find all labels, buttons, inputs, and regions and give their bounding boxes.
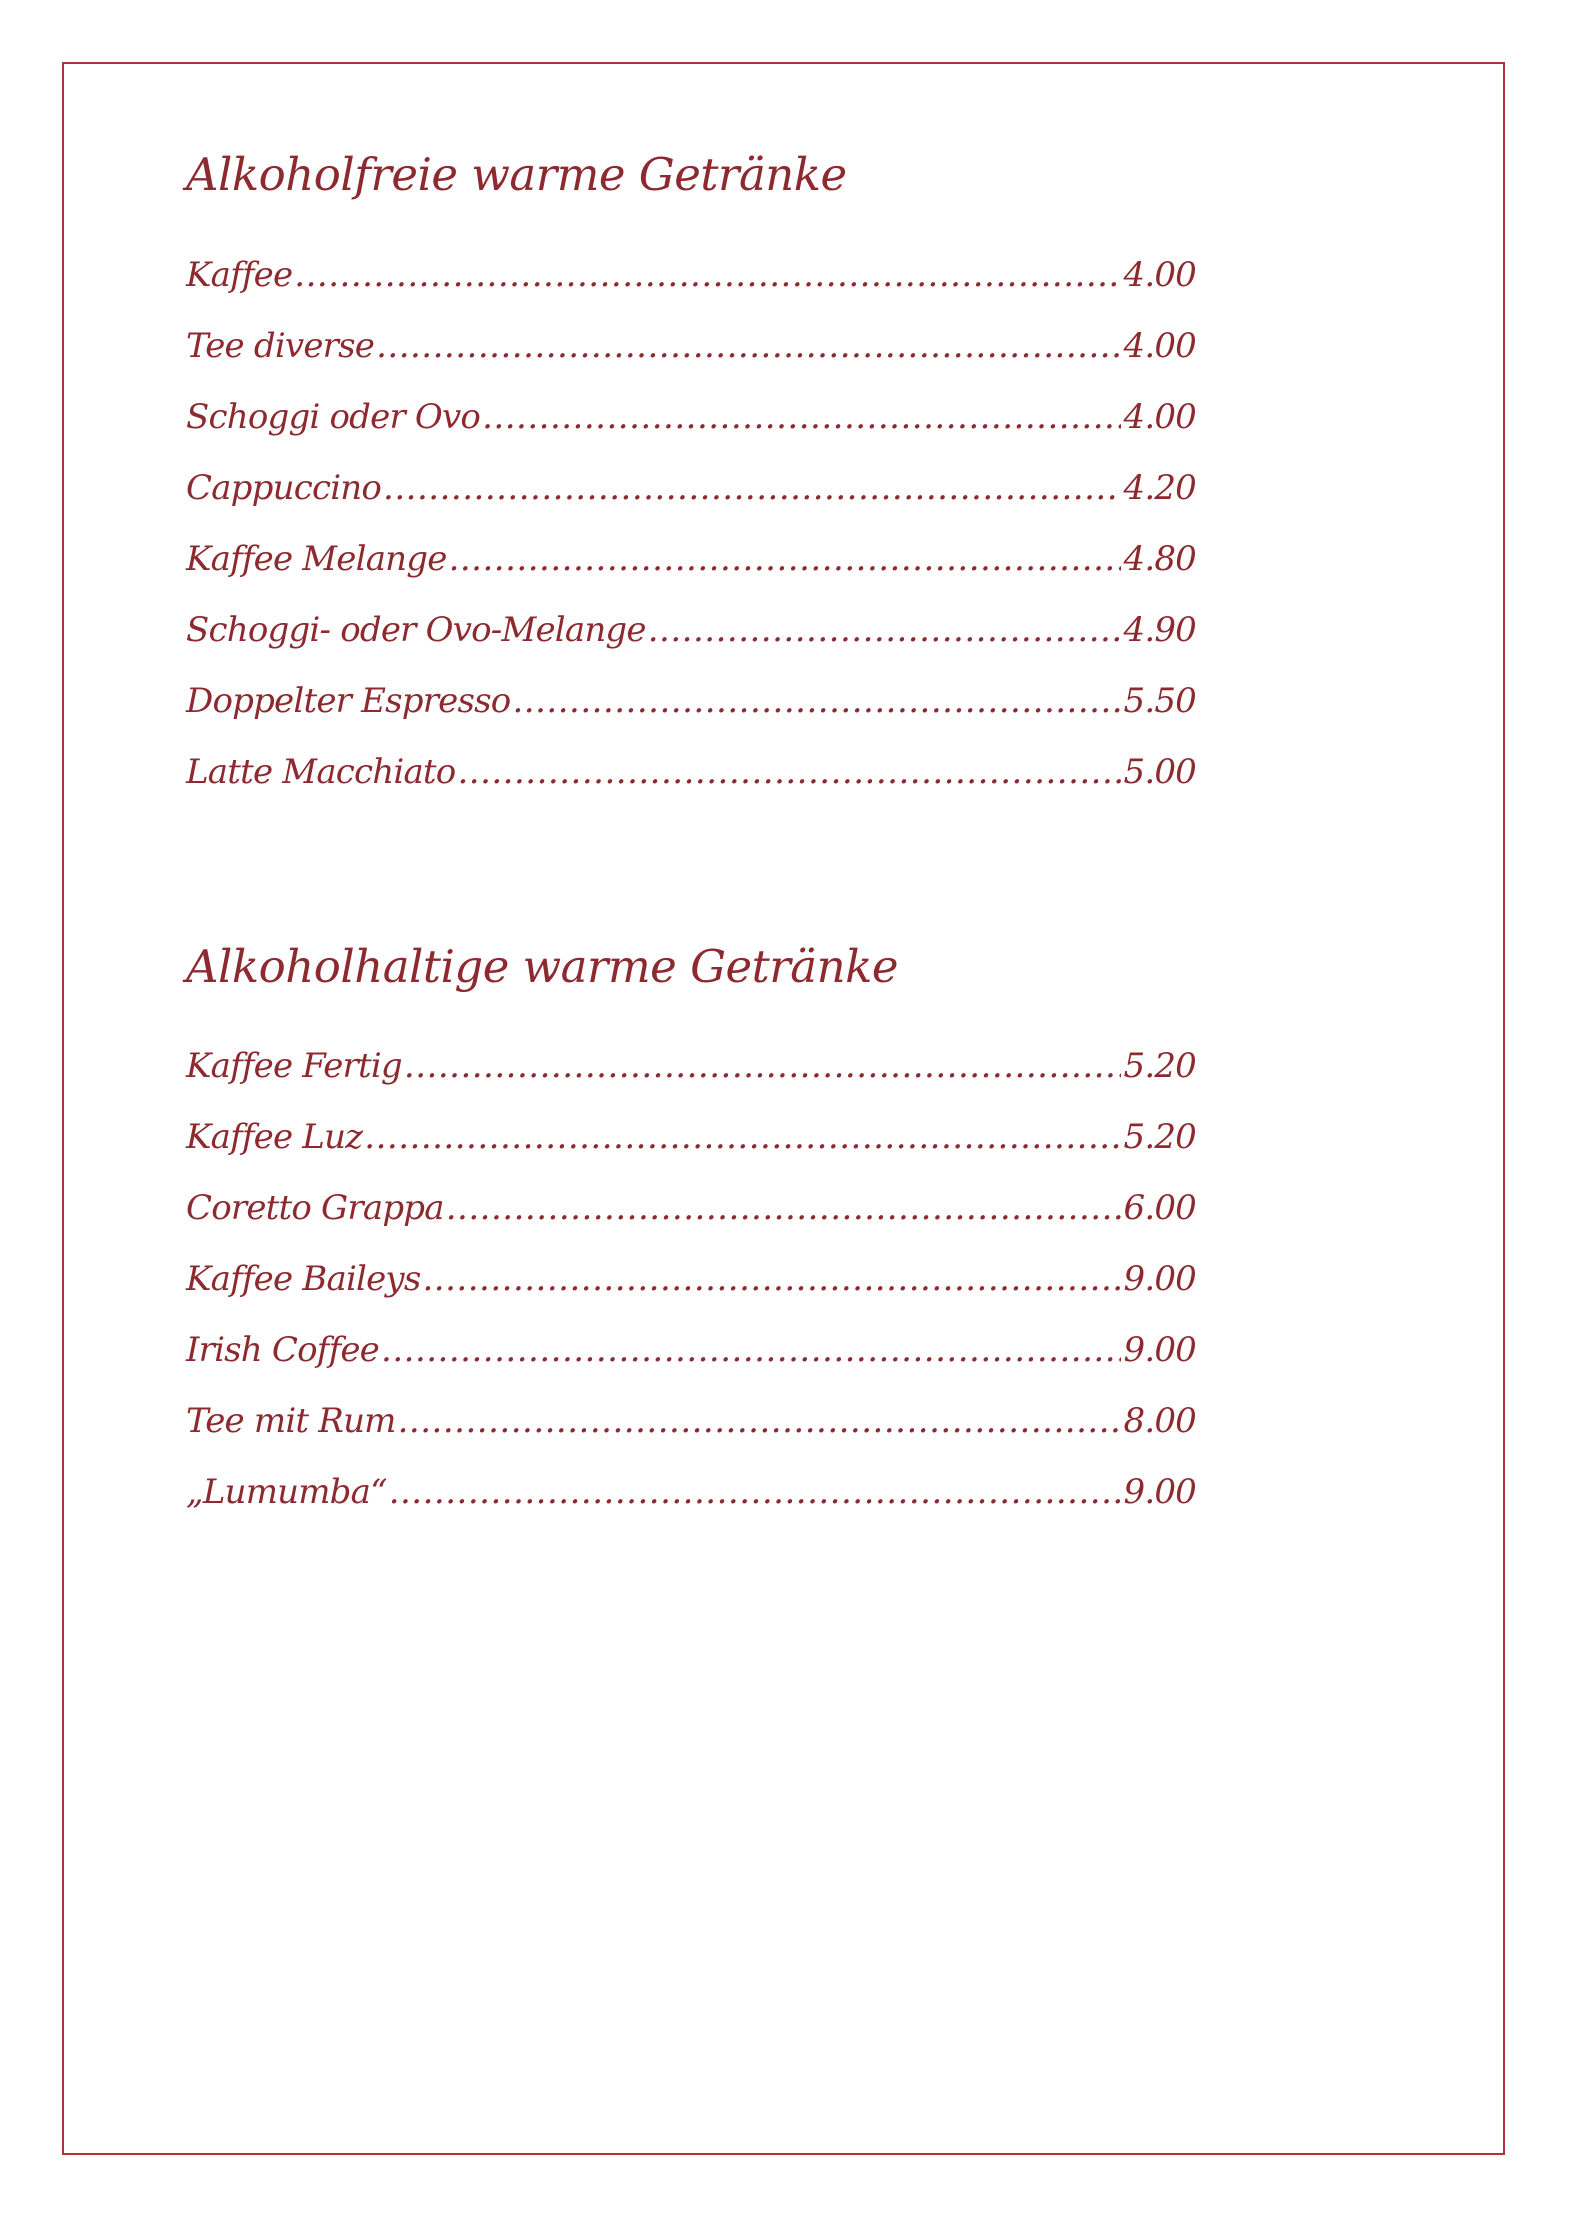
menu-item-price: 4.80 (1123, 539, 1196, 579)
menu-item-price: 9.00 (1123, 1472, 1196, 1512)
menu-item-price: 5.50 (1123, 681, 1196, 721)
menu-item (186, 392, 1196, 442)
menu-item-name: „Lumumba“ (186, 1472, 387, 1512)
dot-leader (364, 1112, 1121, 1162)
dot-leader (512, 676, 1121, 726)
menu-item-name: Tee diverse (186, 326, 375, 366)
menu-item-name: Kaffee Fertig (186, 1046, 402, 1086)
section-title-non-alcoholic: Alkoholfreie warme Getränke (186, 148, 847, 201)
menu-item-price: 9.00 (1123, 1259, 1196, 1299)
menu-item (186, 1467, 1196, 1517)
dot-leader (648, 605, 1122, 655)
menu-item-price: 4.00 (1123, 255, 1196, 295)
menu-item-name: Doppelter Espresso (186, 681, 511, 721)
menu-item-name: Kaffee Baileys (186, 1259, 421, 1299)
menu-item-price: 5.00 (1123, 752, 1196, 792)
dot-leader (376, 321, 1121, 371)
menu-item (186, 321, 1196, 371)
dot-leader (398, 1396, 1122, 1446)
menu-item-name: Coretto Grappa (186, 1188, 444, 1228)
menu-item-name: Schoggi- oder Ovo-Melange (186, 610, 646, 650)
menu-item-name: Kaffee Luz (186, 1117, 363, 1157)
page-border (62, 62, 1505, 2155)
menu-item-name: Schoggi oder Ovo (186, 397, 481, 437)
menu-item-name: Tee mit Rum (186, 1401, 396, 1441)
menu-item (186, 1041, 1196, 1091)
menu-item (186, 250, 1196, 300)
menu-item-price: 6.00 (1123, 1188, 1196, 1228)
menu-item (186, 676, 1196, 726)
menu-item-price: 5.20 (1123, 1117, 1196, 1157)
dot-leader (389, 1467, 1122, 1517)
section-title-alcoholic: Alkoholhaltige warme Getränke (186, 940, 898, 993)
dot-leader (381, 1325, 1121, 1375)
menu-item (186, 463, 1196, 513)
menu-item (186, 534, 1196, 584)
menu-item (186, 1325, 1196, 1375)
dot-leader (457, 747, 1121, 797)
menu-item (186, 1254, 1196, 1304)
dot-leader (482, 392, 1121, 442)
menu-item-price: 4.90 (1123, 610, 1196, 650)
menu-item-price: 4.20 (1123, 468, 1196, 508)
dot-leader (383, 463, 1121, 513)
menu-item (186, 605, 1196, 655)
menu-item-name: Cappuccino (186, 468, 382, 508)
menu-item-price: 9.00 (1123, 1330, 1196, 1370)
dot-leader (449, 534, 1122, 584)
menu-item-price: 5.20 (1123, 1046, 1196, 1086)
dot-leader (422, 1254, 1121, 1304)
menu-item-name: Irish Coffee (186, 1330, 380, 1370)
menu-item-price: 4.00 (1123, 326, 1196, 366)
menu-item-price: 4.00 (1123, 397, 1196, 437)
menu-item (186, 747, 1196, 797)
dot-leader (294, 250, 1121, 300)
menu-item-name: Kaffee Melange (186, 539, 447, 579)
menu-item-price: 8.00 (1123, 1401, 1196, 1441)
menu-item-name: Kaffee (186, 255, 293, 295)
menu-item (186, 1183, 1196, 1233)
dot-leader (446, 1183, 1122, 1233)
menu-item-name: Latte Macchiato (186, 752, 456, 792)
dot-leader (404, 1041, 1122, 1091)
menu-item (186, 1396, 1196, 1446)
menu-item (186, 1112, 1196, 1162)
